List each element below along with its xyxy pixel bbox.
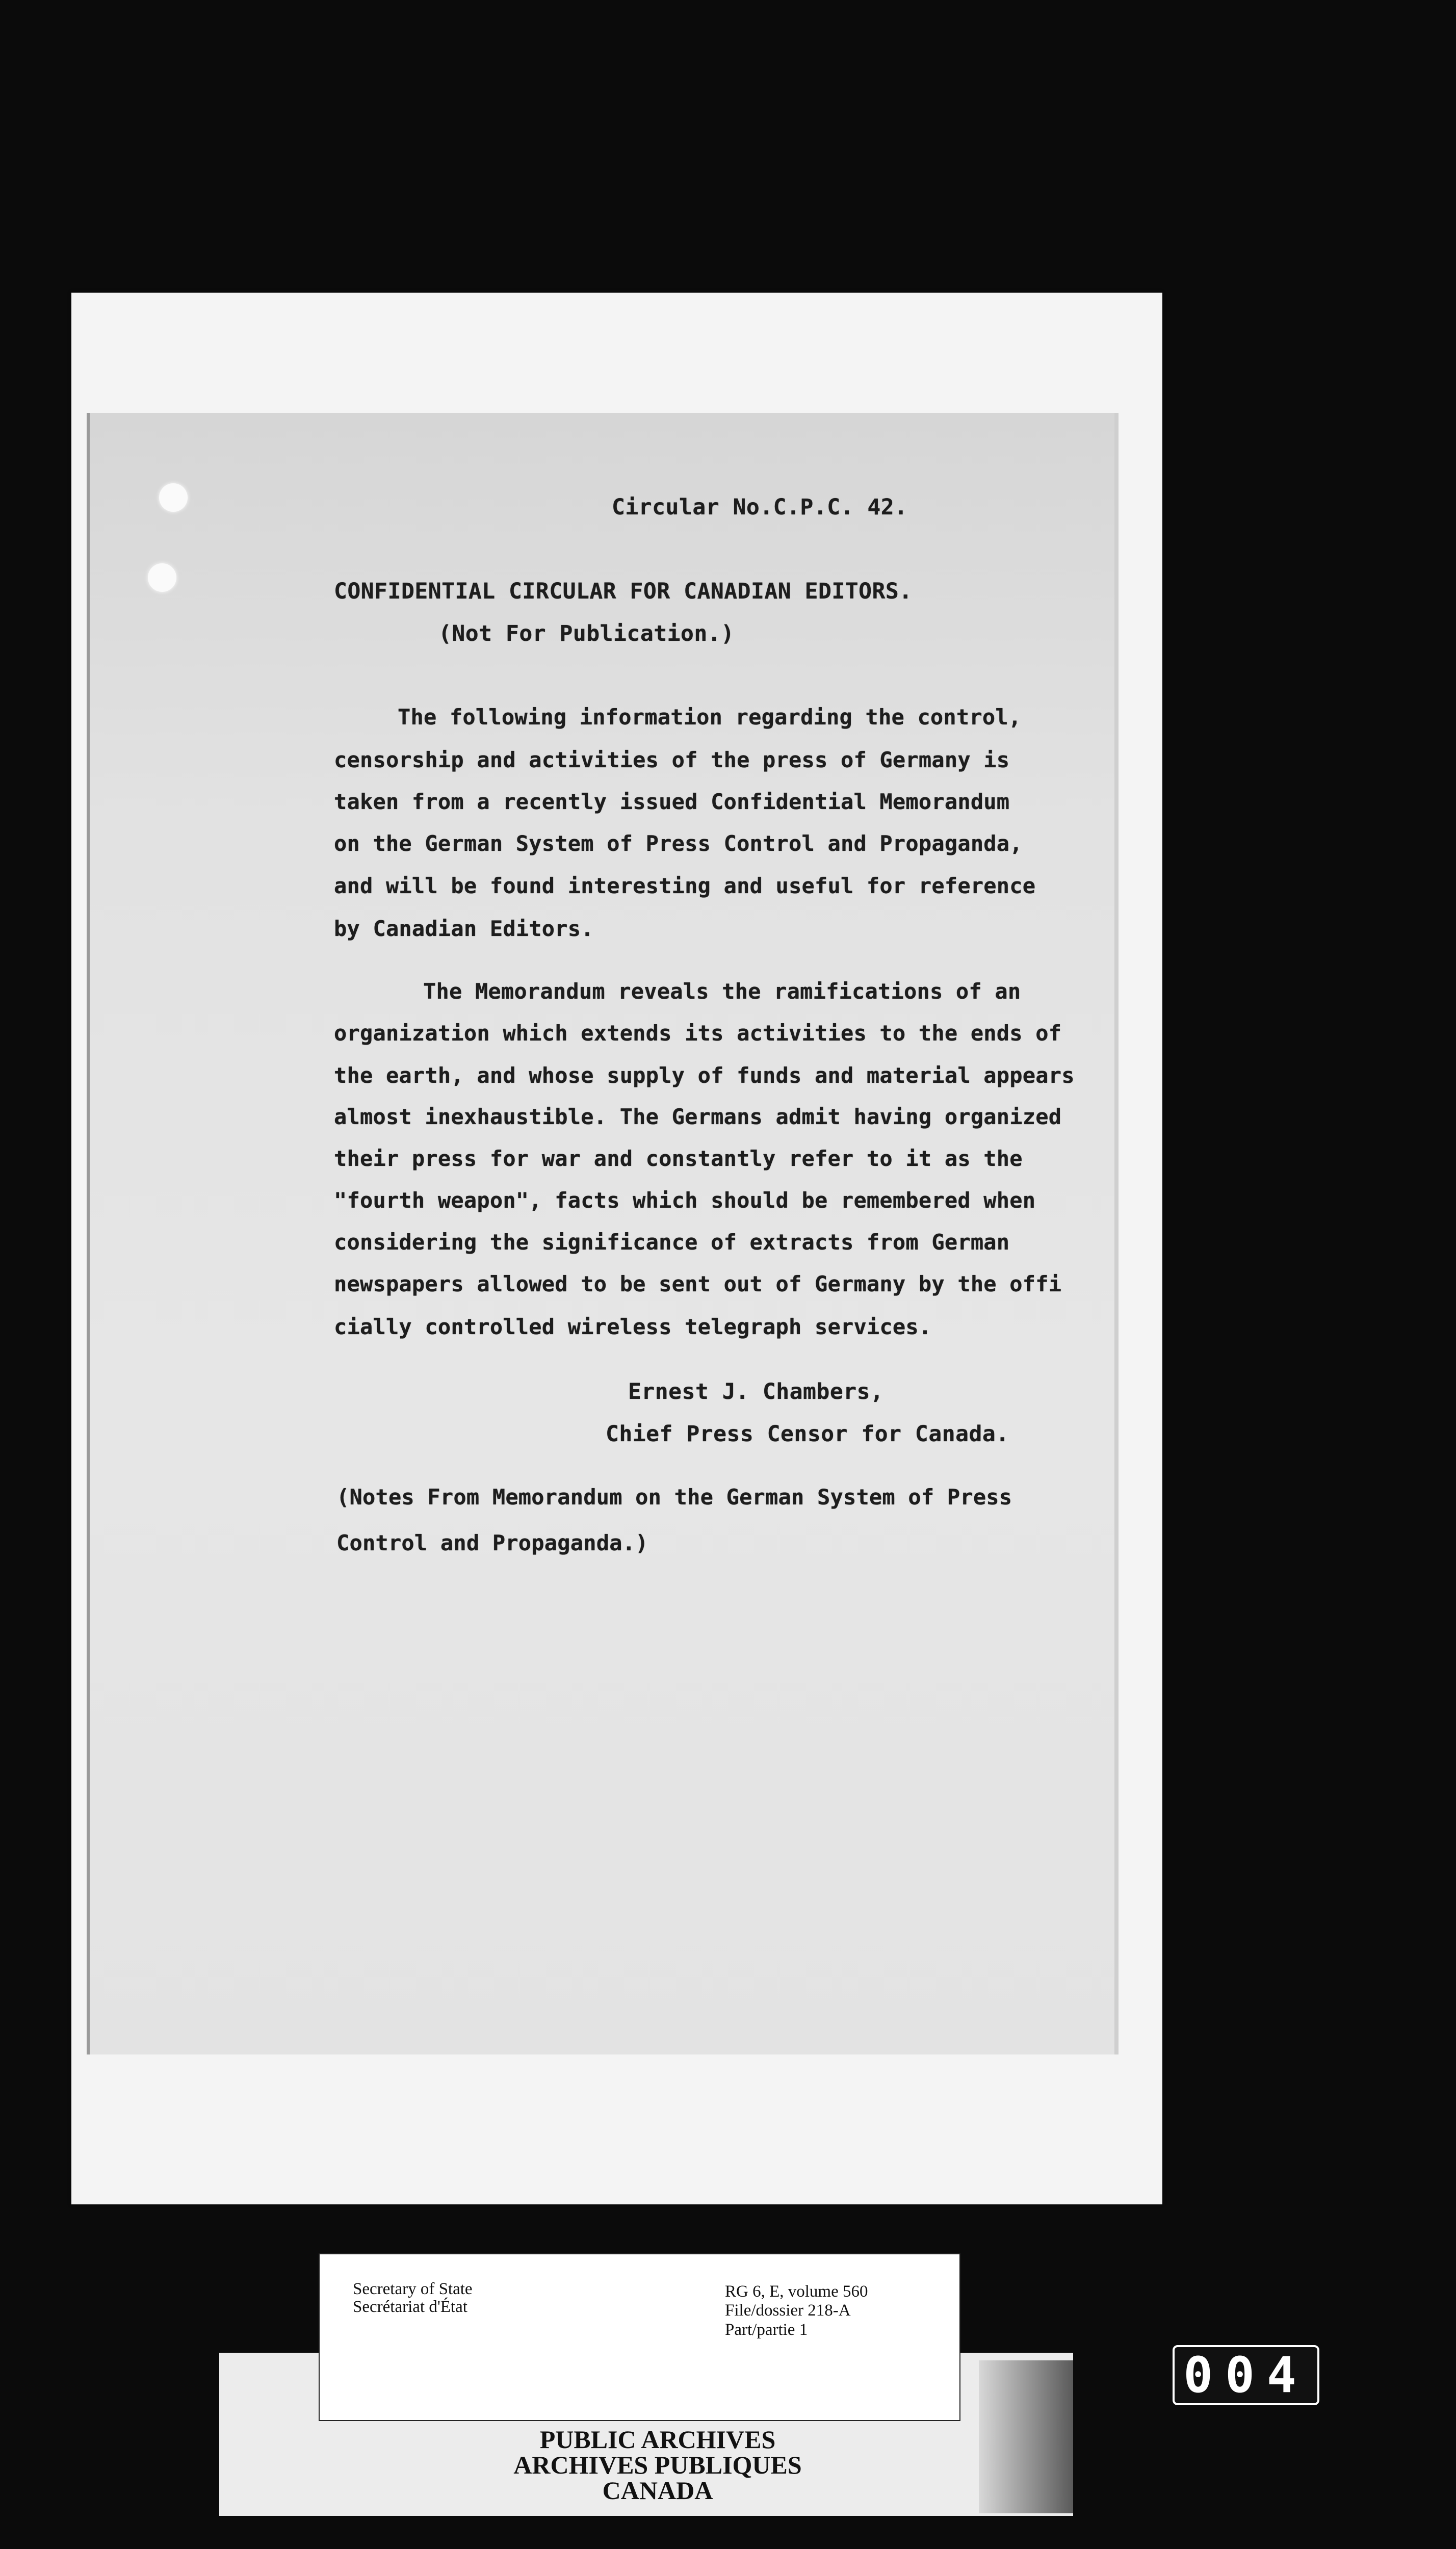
punch-hole-top bbox=[159, 483, 188, 512]
archives-line-english: PUBLIC ARCHIVES bbox=[539, 2425, 776, 2454]
paragraph-line: their press for war and constantly refer to it as the bbox=[334, 1146, 1023, 1171]
paragraph-line: taken from a recently issued Confidential Memorandum bbox=[334, 789, 1010, 814]
label-shadow-strip bbox=[979, 2360, 1073, 2513]
paragraph-line: cially controlled wireless telegraph services. bbox=[334, 1314, 932, 1339]
signature-title: Chief Press Censor for Canada. bbox=[606, 1421, 1009, 1447]
paragraph-line: almost inexhaustible. The Germans admit having organized bbox=[334, 1104, 1062, 1129]
paragraph-line: considering the significance of extracts from German bbox=[334, 1230, 1010, 1255]
paragraph-line: the earth, and whose supply of funds and material appears bbox=[334, 1063, 1075, 1088]
notes-line: Control and Propaganda.) bbox=[336, 1530, 648, 1555]
reference-part: Part/partie 1 bbox=[725, 2321, 808, 2339]
archives-line-french: ARCHIVES PUBLIQUES bbox=[513, 2451, 802, 2479]
reference-label-card bbox=[319, 2253, 960, 2421]
reference-volume: RG 6, E, volume 560 bbox=[725, 2282, 868, 2301]
punch-hole-bottom bbox=[148, 563, 176, 592]
document-subheading: (Not For Publication.) bbox=[438, 621, 735, 646]
paragraph-line: on the German System of Press Control and Propaganda, bbox=[334, 831, 1023, 856]
paragraph-line: by Canadian Editors. bbox=[334, 916, 594, 941]
frame-number: 004 bbox=[1173, 2345, 1319, 2405]
reference-file: File/dossier 218-A bbox=[725, 2301, 851, 2320]
notes-line: (Notes From Memorandum on the German System of Press bbox=[336, 1485, 1012, 1510]
department-french: Secrétariat d'État bbox=[353, 2298, 467, 2316]
paragraph-line: The Memorandum reveals the ramifications of an bbox=[423, 979, 1021, 1004]
archives-stamp bbox=[403, 2427, 913, 2503]
paragraph-line: and will be found interesting and useful for reference bbox=[334, 873, 1036, 898]
paragraph-line: "fourth weapon", facts which should be remembered when bbox=[334, 1188, 1036, 1213]
document-heading: CONFIDENTIAL CIRCULAR FOR CANADIAN EDITORS. bbox=[334, 579, 913, 604]
paragraph-line: censorship and activities of the press of Germany is bbox=[334, 747, 1010, 772]
circular-number: Circular No.C.P.C. 42. bbox=[612, 495, 908, 520]
department-english: Secretary of State bbox=[353, 2280, 473, 2298]
archives-line-country: CANADA bbox=[602, 2476, 713, 2505]
paragraph-line: The following information regarding the control, bbox=[398, 705, 1022, 730]
paragraph-line: newspapers allowed to be sent out of Germany by the offi bbox=[334, 1271, 1062, 1296]
paragraph-line: organization which extends its activities to the ends of bbox=[334, 1021, 1062, 1046]
signature-name: Ernest J. Chambers, bbox=[628, 1379, 884, 1404]
